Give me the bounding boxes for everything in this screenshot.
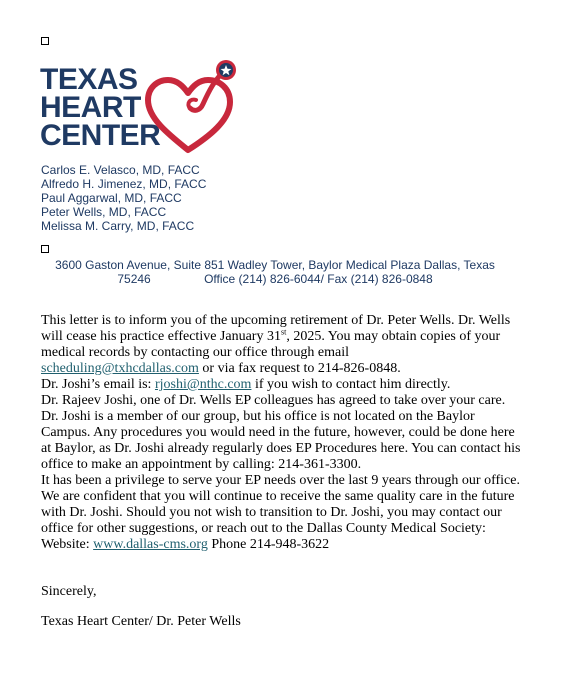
- physicians-list: [41, 163, 206, 233]
- texas-heart-center-logo: [40, 58, 250, 158]
- address-checkbox[interactable]: [41, 245, 49, 253]
- website-phone: Phone 214-948-3622: [207, 537, 330, 552]
- joshi-email-link[interactable]: rjoshi@nthc.com: [154, 377, 252, 392]
- physician-name: Peter Wells, MD, FACC: [41, 205, 167, 219]
- address-zip-phone: [41, 272, 509, 286]
- scheduling-email-link[interactable]: scheduling@txhcdallas.com: [41, 361, 199, 376]
- paragraph-website: [41, 537, 521, 553]
- signature-line: Texas Heart Center/ Dr. Peter Wells: [41, 614, 241, 629]
- address-zip: 75246: [117, 272, 151, 286]
- office-address: [41, 258, 509, 286]
- logo-line-center: CENTER: [40, 119, 161, 152]
- fax-text: or via fax request to 214-826-0848.: [198, 361, 401, 376]
- paragraph-joshi-email: [41, 377, 521, 393]
- heart-stethoscope-icon: [40, 58, 250, 158]
- dallas-cms-link[interactable]: www.dallas-cms.org: [93, 537, 208, 552]
- physician-name: Paul Aggarwal, MD, FACC: [41, 191, 182, 205]
- date-superscript: st: [280, 327, 287, 337]
- closing-sincerely: Sincerely,: [41, 584, 97, 599]
- letter-body: [41, 313, 521, 553]
- address-street: 3600 Gaston Avenue, Suite 851 Wadley Tower, Baylor Medical Plaza Dallas, Texas: [55, 258, 495, 272]
- joshi-email-label: Dr. Joshi’s email is:: [41, 377, 155, 392]
- physician-name: Melissa M. Carry, MD, FACC: [41, 219, 195, 233]
- physician-name: Carlos E. Velasco, MD, FACC: [41, 163, 200, 177]
- address-phone-fax: Office (214) 826-6044/ Fax (214) 826-0848: [204, 272, 433, 286]
- website-label: Website:: [41, 537, 94, 552]
- header-checkbox[interactable]: [41, 37, 49, 45]
- paragraph-privilege: It has been a privilege to serve your EP needs over the last 9 years through our office. We are confident that you will continue to receive the same quality care in the future with Dr. Joshi. Should you not wish to transition to Dr. Joshi, you may contact our office for other suggestions, or reach out to the Dallas County Medical Society:: [41, 473, 520, 536]
- logo-line-heart: HEART: [40, 91, 141, 124]
- retirement-text: This letter is to inform you of the upcoming retirement of Dr. Peter Wells. Dr. Wells will cease his practice effective January 31: [41, 313, 511, 344]
- logo-line-texas: TEXAS: [40, 63, 138, 96]
- joshi-email-suffix: if you wish to contact him directly.: [251, 377, 451, 392]
- records-text: , 2025. You may obtain copies of your medical records by contacting our office through email: [41, 329, 501, 360]
- paragraph-retirement: [41, 313, 521, 377]
- paragraph-joshi-care: Dr. Rajeev Joshi, one of Dr. Wells EP colleagues has agreed to take over your care. Dr. Joshi is a member of our group, but his office is not located on the Baylor Campus. Any procedures you would need in the future, however, could be done here at Baylor, as Dr. Joshi already regularly does EP Procedures here. You can contact his office to make an appointment by calling: 214-361-3300.: [41, 393, 521, 472]
- physician-name: Alfredo H. Jimenez, MD, FACC: [41, 177, 207, 191]
